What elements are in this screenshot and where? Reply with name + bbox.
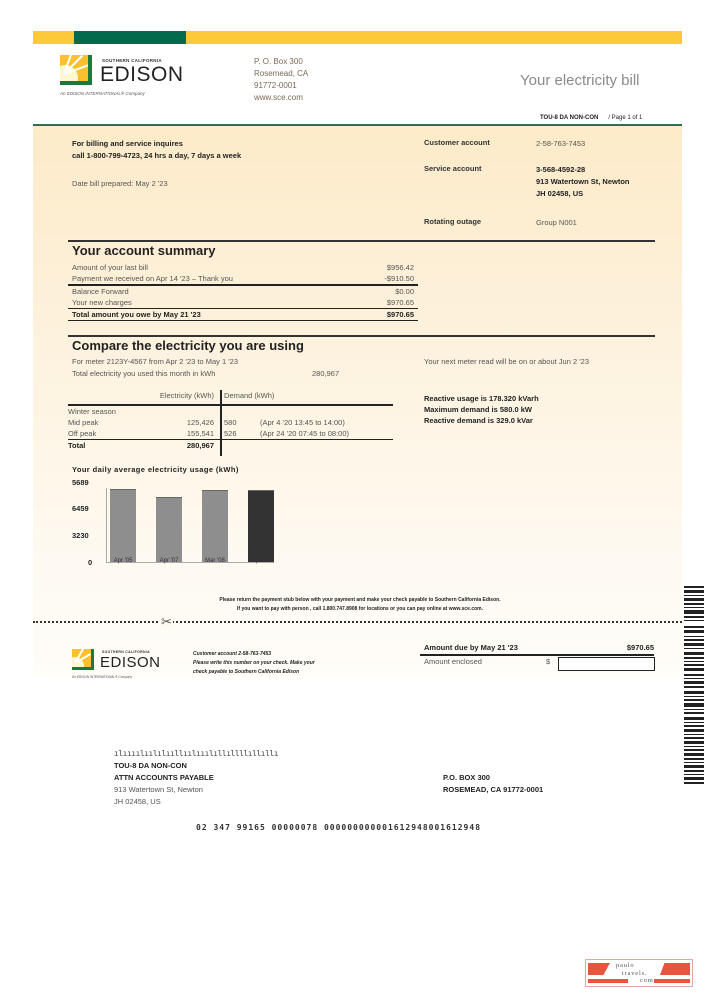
reactive-demand: Reactive demand is 329.0 kVar	[424, 416, 533, 425]
page-title: Your electricity bill	[520, 72, 640, 89]
remit-line: P.O. BOX 300	[443, 773, 490, 782]
total-usage-line	[68, 368, 655, 380]
amount-due-block	[424, 643, 654, 671]
compare-title: Compare the electricity you are using	[72, 338, 304, 353]
amount-due-value: $970.65	[626, 643, 654, 652]
y-axis	[106, 488, 107, 562]
rotating-outage-row	[424, 217, 577, 229]
kwh-value: 155,541	[186, 428, 214, 438]
kwh-value: 125,426	[186, 417, 214, 427]
demand-value: 526	[224, 428, 237, 438]
watermark-line: com	[640, 977, 654, 984]
chart-title: Your daily average electricity usage (kWh)	[72, 465, 239, 474]
payment-instructions	[130, 596, 590, 614]
amount-enclosed-row	[424, 657, 654, 671]
customer-account-row	[424, 138, 585, 150]
instruction-line: If you want to pay with person , call 1.800.747.8908 for locations or you can pay online at www.sce.com.	[237, 606, 483, 612]
instruction-line: Please return the payment stub below with your payment and make your check payable to Southern California Edison.	[219, 597, 501, 603]
inquiries-heading: For billing and service inquires	[72, 139, 183, 148]
demand-value: 580	[224, 417, 237, 427]
logo-tagline: An EDISON INTERNATIONAL® Company	[72, 675, 133, 679]
demand-time: (Apr 4 '20 13:45 to 14:00)	[260, 417, 345, 427]
y-tick: 3230	[72, 531, 89, 540]
account-summary	[68, 240, 418, 321]
amount-enclosed-field[interactable]	[558, 657, 655, 671]
summary-row: Balance Forward $0.00	[72, 286, 414, 296]
company-address	[254, 56, 308, 104]
service-account-row	[424, 164, 629, 200]
table-total-row	[68, 440, 393, 451]
table-header	[68, 390, 393, 404]
rotating-outage-label: Rotating outage	[424, 217, 482, 226]
billing-inquiries	[72, 138, 241, 162]
service-account-value	[536, 164, 629, 200]
x-label: Apr '08	[251, 558, 271, 564]
address-line: Rosemead, CA	[254, 69, 309, 78]
x-label: Apr '07	[159, 558, 179, 564]
header-electricity: Electricity (kWh)	[159, 391, 214, 400]
meter-period: For meter 2123Y-4567 from Apr 2 '23 to May 1 '23	[72, 357, 239, 366]
sun-logo-icon	[60, 55, 92, 85]
address-line: 91772-0001	[254, 81, 297, 90]
stub-note-line: check payable to Southern California Edison	[193, 669, 300, 675]
edison-logo-stub	[72, 649, 172, 681]
logo-name: EDISON	[100, 654, 161, 671]
total-label: Total	[68, 441, 86, 450]
summary-row: Amount of your last bill $956.42	[72, 263, 414, 272]
addressee-line: ATTN ACCOUNTS PAYABLE	[114, 773, 214, 782]
next-meter-read: Your next meter read will be on or about Jun 2 '23	[424, 357, 590, 366]
rate-code: TOU-8 DA NON-CON	[540, 115, 599, 121]
ocr-scan-line: 02 347 99165 00000078 000000000001612948001612948	[196, 823, 482, 832]
table-row	[68, 417, 393, 428]
reactive-usage: Reactive usage is 178.320 kVarh	[424, 394, 539, 403]
summary-row: Payment we received on Apr 14 '23 – Thank you -$910.50	[72, 274, 414, 283]
currency-symbol: $	[546, 656, 551, 666]
amount-enclosed-label: Amount enclosed	[424, 656, 482, 666]
divider	[420, 654, 654, 656]
scissors-icon: ✂	[161, 614, 172, 629]
logo-region-text: SOUTHERN CALIFORNIA	[102, 650, 150, 654]
summary-total-row: Total amount you owe by May 21 '23 $970.65	[72, 310, 414, 319]
customer-account-value: 2-58-763-7453	[536, 139, 586, 148]
chart-bar-current	[248, 490, 274, 562]
amount-due-label: Amount due by May 21 '23	[424, 643, 518, 652]
remit-line: ROSEMEAD, CA 91772-0001	[443, 785, 544, 794]
page-reference	[540, 115, 642, 121]
y-tick: 6459	[72, 504, 89, 513]
customer-account-label: Customer account	[424, 138, 490, 147]
logo-region-text: SOUTHERN CALIFORNIA	[102, 58, 162, 63]
address-line: 913 Watertown St, Newton	[114, 785, 203, 794]
postal-barcode: ılıııılıılılııllıılııılıllıllllıllıllı	[114, 749, 279, 758]
watermark-line: travels.	[622, 969, 648, 977]
inquiries-phone: call 1-800-799-4723, 24 hrs a day, 7 days a week	[72, 151, 242, 160]
reactive-stats	[424, 393, 539, 426]
y-tick: 0	[88, 558, 93, 567]
header-cell	[68, 390, 148, 404]
logo-tagline: An EDISON INTERNATIONAL® Company	[60, 91, 145, 96]
table-column-divider	[220, 390, 222, 456]
season-label: Winter season	[68, 406, 116, 416]
date-bill-prepared: Date bill prepared: May 2 '23	[72, 179, 168, 188]
address-line: P. O. Box 300	[254, 57, 303, 66]
addressee-line: TOU-8 DA NON-CON	[114, 761, 187, 770]
summary-row: Your new charges $970.65	[72, 297, 414, 307]
total-value: 280,967	[186, 441, 214, 450]
website-link[interactable]: www.sce.com	[254, 93, 303, 102]
stub-note-line: Please write this number on your check. Make your	[193, 660, 315, 666]
y-tick: 5689	[72, 478, 89, 487]
period-label: Mid peak	[68, 417, 99, 427]
header-demand: Demand (kWh)	[224, 391, 275, 400]
watermark-text	[616, 962, 654, 985]
total-usage-value: 280,967	[312, 369, 340, 378]
tear-off-line	[33, 621, 682, 623]
watermark-line: paulo	[616, 962, 635, 969]
rotating-outage-value: Group N001	[536, 218, 577, 227]
service-account-label: Service account	[424, 164, 482, 173]
page-number: / Page 1 of 1	[608, 115, 643, 121]
header-green-accent	[74, 31, 186, 44]
total-usage-label: Total electricity you used this month in kWh	[72, 369, 216, 378]
chart-bar	[156, 497, 182, 562]
amount-due-row	[424, 643, 654, 652]
demand-time: (Apr 24 '20 07:45 to 08:00)	[260, 428, 349, 438]
chart-bar	[110, 489, 136, 562]
logo-name: EDISON	[100, 63, 184, 86]
maximum-demand: Maximum demand is 580.0 kW	[424, 405, 532, 414]
account-summary-title: Your account summary	[72, 243, 216, 258]
edison-logo	[60, 55, 200, 100]
x-label: Apr '05	[113, 558, 133, 564]
vertical-barcode	[684, 586, 704, 784]
period-label: Off peak	[68, 428, 97, 438]
service-account-number: 3-568-4592-28	[536, 165, 586, 174]
usage-bar-chart	[72, 478, 282, 573]
x-label: Mar '08	[205, 558, 225, 564]
season-row	[68, 406, 393, 417]
address-line: JH 02458, US	[114, 797, 161, 806]
service-address-line: JH 02458, US	[536, 189, 584, 198]
service-address-line: 913 Watertown St, Newton	[536, 177, 630, 186]
remit-address	[443, 772, 543, 796]
usage-table	[68, 390, 393, 451]
sun-logo-icon	[72, 649, 94, 670]
mailing-address	[114, 760, 214, 808]
watermark-logo	[585, 959, 693, 987]
stub-customer-account: Customer account 2-58-763-7453	[193, 651, 272, 657]
chart-bar	[202, 490, 228, 562]
divider	[68, 320, 418, 321]
stub-account-note	[193, 650, 315, 677]
table-row	[68, 428, 393, 439]
